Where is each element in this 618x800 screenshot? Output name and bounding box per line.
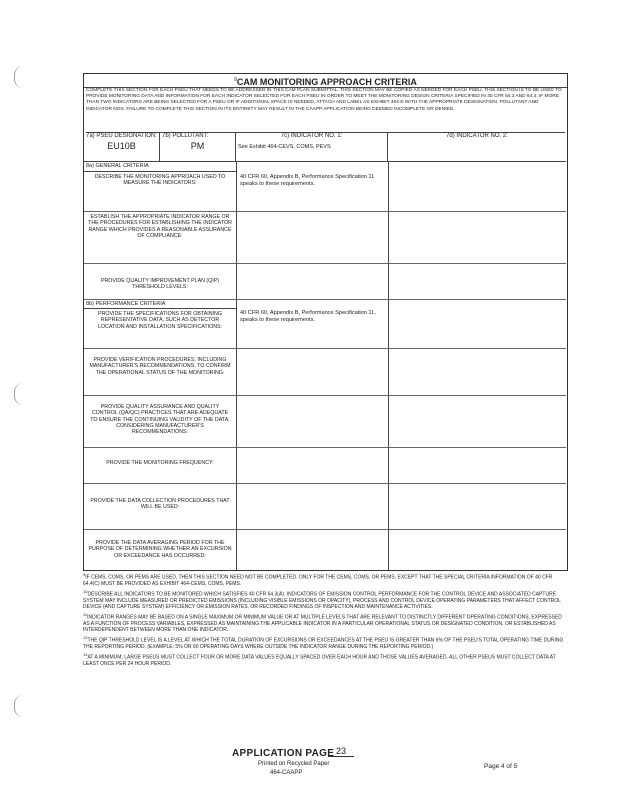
averaging-period-ind1 bbox=[236, 530, 388, 570]
qip-threshold-label: PROVIDE QUALITY IMPROVEMENT PLAN (QIP) THRESHOLD LEVELS: bbox=[84, 264, 236, 300]
averaging-period-label: PROVIDE THE DATA AVERAGING PERIOD FOR THE PURPOSE OF DETERMINING WHETHER AN EXCURSION OR EXCEEDANCE HAS OCCURRED: bbox=[88, 540, 232, 559]
representative-data-ind1: 40 CFR 60, Appendix B, Performance Specification 11, speaks to these requirements. bbox=[236, 300, 388, 349]
footnote: $^{13}$AT A MINIMUM, LARGE PSEUS MUST COLLECT FOUR OR MORE DATA VALUES EQUALLY SPACED OVER EACH HOUR AND THOSE VALUES AVERAGED. ALL OTHER PSEUS MUST COLLECT DATA AT LEAST ONCE PER 24 HOUR PERIOD. bbox=[83, 651, 556, 667]
monitoring-frequency-ind2 bbox=[388, 448, 566, 484]
footnote: $^9$IF CEMS, COMS, OR PEMS ARE USED, THEN THIS SECTION NEED NOT BE COMPLETED. ONLY FOR THE CEMS, COMS, OR PEMS, EXCEPT THAT THE SPECIAL CRITERIA INFORMATION OF 40 CFR 64.4(C) MUST BE PROVIDED AS EXHIBIT 464-CEMS, COMS, PEMS. bbox=[83, 572, 553, 587]
representative-data-label: PROVIDE THE SPECIFICATIONS FOR OBTAINING REPRESENTATIVE DATA, SUCH AS DETECTOR LOCATION AND INSTALLATION SPECIFICATIONS: bbox=[84, 309, 236, 349]
form-title: $^9$CAM MONITORING APPROACH CRITERIA bbox=[84, 74, 567, 88]
pseu-designation-cell: 7a) PSEU DESIGNATION: EU10B bbox=[84, 132, 160, 162]
verification-procedures-ind2 bbox=[388, 349, 566, 396]
monitoring-frequency-ind1 bbox=[236, 448, 388, 484]
binder-hole-mark bbox=[14, 383, 23, 405]
data-collection-ind1 bbox=[236, 484, 388, 530]
pseu-value: EU10B bbox=[107, 141, 136, 151]
page-of: Page 4 of 5 bbox=[484, 763, 518, 770]
binder-hole-mark bbox=[14, 66, 23, 88]
monitoring-approach-ind2 bbox=[388, 172, 566, 212]
qip-threshold-ind2 bbox=[388, 264, 566, 300]
pollutant-cell: 7b) POLLUTANT: PM bbox=[160, 132, 236, 162]
monitoring-approach-ind1: 40 CFR 60, Appendix B, Performance Specification 11 speaks to these requirements. bbox=[236, 172, 388, 212]
indicator-1-value: See Exhibit 464-CEVS, COMS, PEVS bbox=[238, 144, 331, 150]
qa-qc-practices-ind2 bbox=[388, 396, 566, 448]
monitoring-frequency-label: PROVIDE THE MONITORING FREQUENCY: bbox=[84, 448, 236, 484]
verification-procedures-label: PROVIDE VERIFICATION PROCEDURES, INCLUDING MANUFACTURER'S RECOMMENDATIONS, TO CONFIRM THE OPERATIONAL STATUS OF THE MONITORING: bbox=[84, 349, 236, 396]
recycled-paper-note: Printed on Recycled Paper bbox=[258, 761, 330, 767]
application-page-title: APPLICATION PAGE bbox=[232, 748, 335, 759]
footnote: $^{12}$THE QIP THRESHOLD LEVEL IS A LEVEL AT WHICH THE TOTAL DURATION OF EXCURSIONS OR EXCEEDANCES AT THE PSEU IS GREATER THAN 6% OF THE PSEU'S TOTAL OPERATING TIME DURING THE REPORTING PERIOD. (EXAMPLE: 5% OR 90 OPERATING DAYS WHERE OUTSIDE THE INDICATOR RANGE DURING THE REPORTING PERIOD.) bbox=[83, 634, 564, 650]
data-collection-label: PROVIDE THE DATA COLLECTION PROCEDURES THAT WILL BE USED: bbox=[84, 484, 236, 530]
qip-threshold-ind1 bbox=[236, 264, 388, 300]
indicator-2-header: 7d) INDICATOR NO. 2: bbox=[388, 132, 566, 162]
page-number: 23 bbox=[328, 746, 354, 757]
cam-criteria-form bbox=[83, 73, 568, 571]
pollutant-value: PM bbox=[190, 141, 205, 151]
representative-data-ind2 bbox=[388, 300, 566, 349]
footnote: $^{11}$INDICATOR RANGES MAY BE BASED ON A SINGLE MAXIMUM OR MINIMUM VALUE OR AT MULTIPLE LEVELS THAT ARE RELEVANT TO DISTINCTLY DIFFERENT OPERATING CONDITIONS, EXPRESSED AS A FUNCTION OF PROCESS VARIABLES, EXPRESSED AS MAINTAINING THE APPLICABLE INDICATOR IN A PARTICULAR OPERATIONAL STATUS OR DESIGNATED CONDITION, OR ESTABLISHED AS INTERDEPENDENT BETWEEN MORE THAN ONE INDICATOR. bbox=[83, 611, 562, 634]
qa-qc-practices-ind1 bbox=[236, 396, 388, 448]
performance-criteria-heading: 8b) PERFORMANCE CRITERIA bbox=[84, 300, 236, 309]
monitoring-approach-label: DESCRIBE THE MONITORING APPROACH USED TO MEASURE THE INDICATORS: bbox=[84, 172, 236, 212]
indicator-range-ind1 bbox=[236, 212, 388, 264]
form-instructions: COMPLETE THIS SECTION FOR EACH PSEU THAT NEEDS TO BE ADDRESSED IN THIS CAM PLAN SUBMITTAL. THIS SECTION MAY BE COPIED AS NEEDED FOR EACH PSEU. THIS SECTION IS TO BE USED TO PROVIDE MONITORING DATA AND INFORMATION FOR EACH INDICATOR SELECTED FOR EACH PSEU IN ORDER TO MEET THE MONITORING DESIGN CRITERIA SPECIFIED IN 40 CFR 64.3 AND 64.4. IF MORE THAN TWO INDICATORS ARE BEING SELECTED FOR A PSEU OR IF ADDITIONAL SPACE IS NEEDED, ATTACH AND LABEL AS EXHIBIT 464-E WITH THE APPROPRIATE DESIGNATION, POLLUTANT AND INDICATOR NOS. FAILURE TO COMPLETE THIS SECTION IN ITS ENTIRETY MAY RESULT IN THE CAAPP APPLICATION BEING DEEMED INCOMPLETE OR DENIED. bbox=[86, 88, 565, 133]
footnote: $^{10}$DESCRIBE ALL INDICATORS TO BE MONITORED WHICH SATISFIES 40 CFR 64.3(A). INDICATORS OF EMISSION CONTROL PERFORMANCE FOR THE CONTROL DEVICE AND ASSOCIATED CAPTURE SYSTEM MAY INCLUDE MEASURED OR PREDICTED EMISSIONS (INCLUDING VISIBLE EMISSIONS OR OPACITY), PROCESS AND CONTROL DEVICE OPERATING PARAMETERS THAT AFFECT CONTROL DEVICE (AND CAPTURE SYSTEM) EFFICIENCY OR EMISSION RATES, OR RECORDED FINDINGS OF INSPECTION AND MAINTENANCE ACTIVITIES. bbox=[83, 588, 561, 610]
indicator-range-label: ESTABLISH THE APPROPRIATE INDICATOR RANGE OR THE PROCEDURES FOR ESTABLISHING THE INDICATOR RANGE WHICH PROVIDES A REASONABLE ASSURANCE OF COMPLIANCE: bbox=[84, 212, 236, 264]
verification-procedures-ind1 bbox=[236, 349, 388, 396]
indicator-1-header: 7c) INDICATOR NO. 1: See Exhibit 464-CEVS, COMS, PEVS bbox=[236, 132, 388, 162]
binder-hole-mark bbox=[14, 695, 23, 717]
averaging-period-ind2 bbox=[388, 530, 566, 570]
form-id: 464-CAAPP bbox=[270, 770, 303, 776]
indicator-range-ind2 bbox=[388, 212, 566, 264]
general-criteria-heading: 8a) GENERAL CRITERIA bbox=[84, 162, 236, 172]
data-collection-ind2 bbox=[388, 484, 566, 530]
qa-qc-practices-label: PROVIDE QUALITY ASSURANCE AND QUALITY CONTROL (QA/QC) PRACTICES THAT ARE ADEQUATE TO ENSURE THE CONTINUING VALIDITY OF THE DATA, CONSIDERING MANUFACTURER'S RECOMMENDATIONS: bbox=[84, 396, 236, 448]
footnotes bbox=[83, 572, 568, 668]
